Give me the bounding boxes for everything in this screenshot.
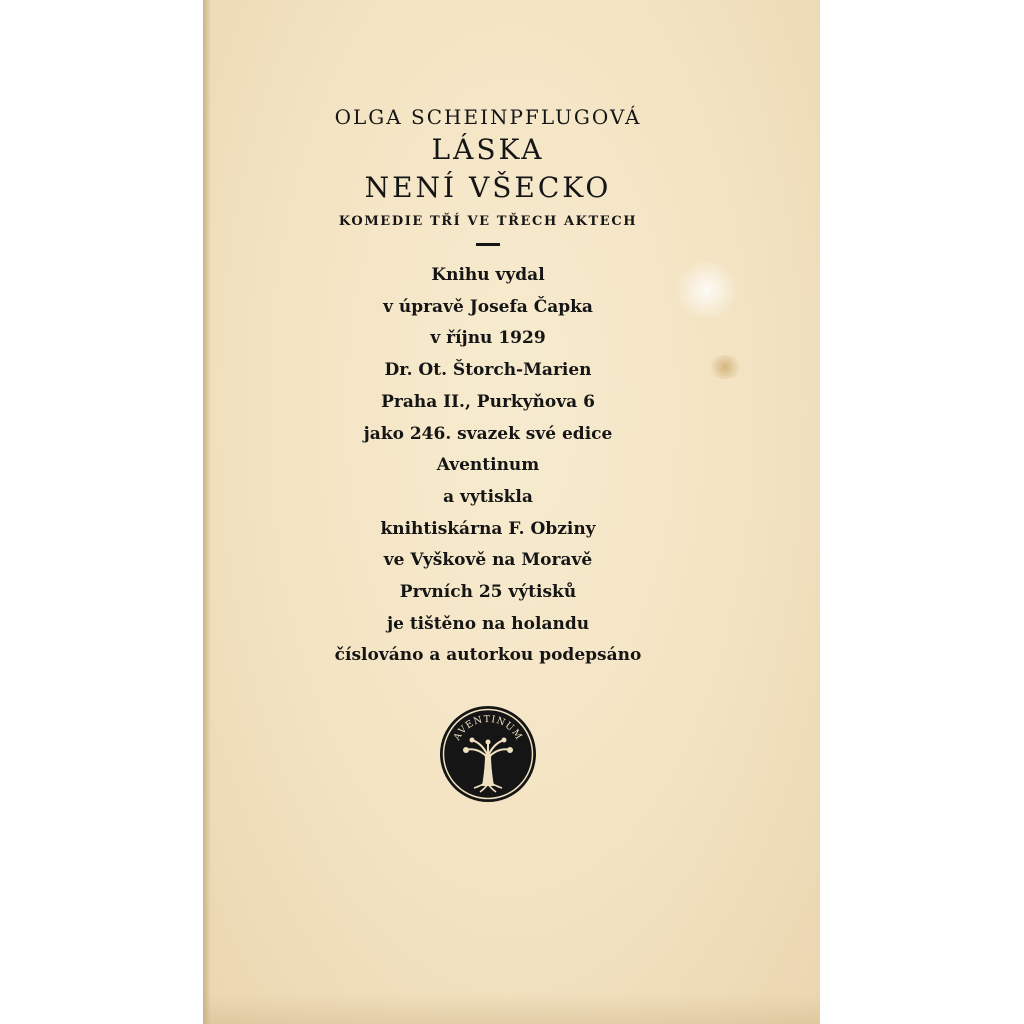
- colophon-line: Praha II., Purkyňova 6: [381, 391, 595, 412]
- title-page-text: [203, 103, 773, 672]
- colophon-line: Knihu vydal: [431, 265, 545, 285]
- colophon-line: a vytiskla: [443, 486, 533, 507]
- colophon-line: je tištěno na holandu: [386, 613, 590, 634]
- subtitle: KOMEDIE TŘÍ VE TŘECH AKTECH: [338, 214, 638, 229]
- title-line-1: LÁSKA: [431, 133, 545, 166]
- tree-emblem-icon: [438, 704, 538, 804]
- colophon-line: Dr. Ot. Štorch-Marien: [384, 360, 592, 381]
- colophon-line: v úpravě Josefa Čapka: [383, 296, 593, 317]
- colophon: [203, 260, 773, 672]
- colophon-line: Prvních 25 výtisků: [399, 582, 577, 603]
- colophon-line: jako 246. svazek své edice: [363, 423, 613, 444]
- separator-dash: [476, 243, 500, 246]
- colophon-line: číslováno a autorkou podepsáno: [334, 645, 642, 666]
- colophon-line: knihtiskárna F. Obziny: [380, 518, 596, 539]
- emblem-lettering: AVENTINUM: [451, 713, 525, 743]
- title-line-2: NENÍ VŠECKO: [364, 171, 612, 204]
- colophon-line: ve Vyškově na Moravě: [383, 550, 593, 571]
- author-name: OLGA SCHEINPFLUGOVÁ: [334, 105, 642, 129]
- book-page: [203, 0, 820, 1024]
- colophon-line: v říjnu 1929: [430, 328, 546, 349]
- page-bottom-edge: [203, 994, 820, 1024]
- colophon-line: Aventinum: [436, 455, 540, 476]
